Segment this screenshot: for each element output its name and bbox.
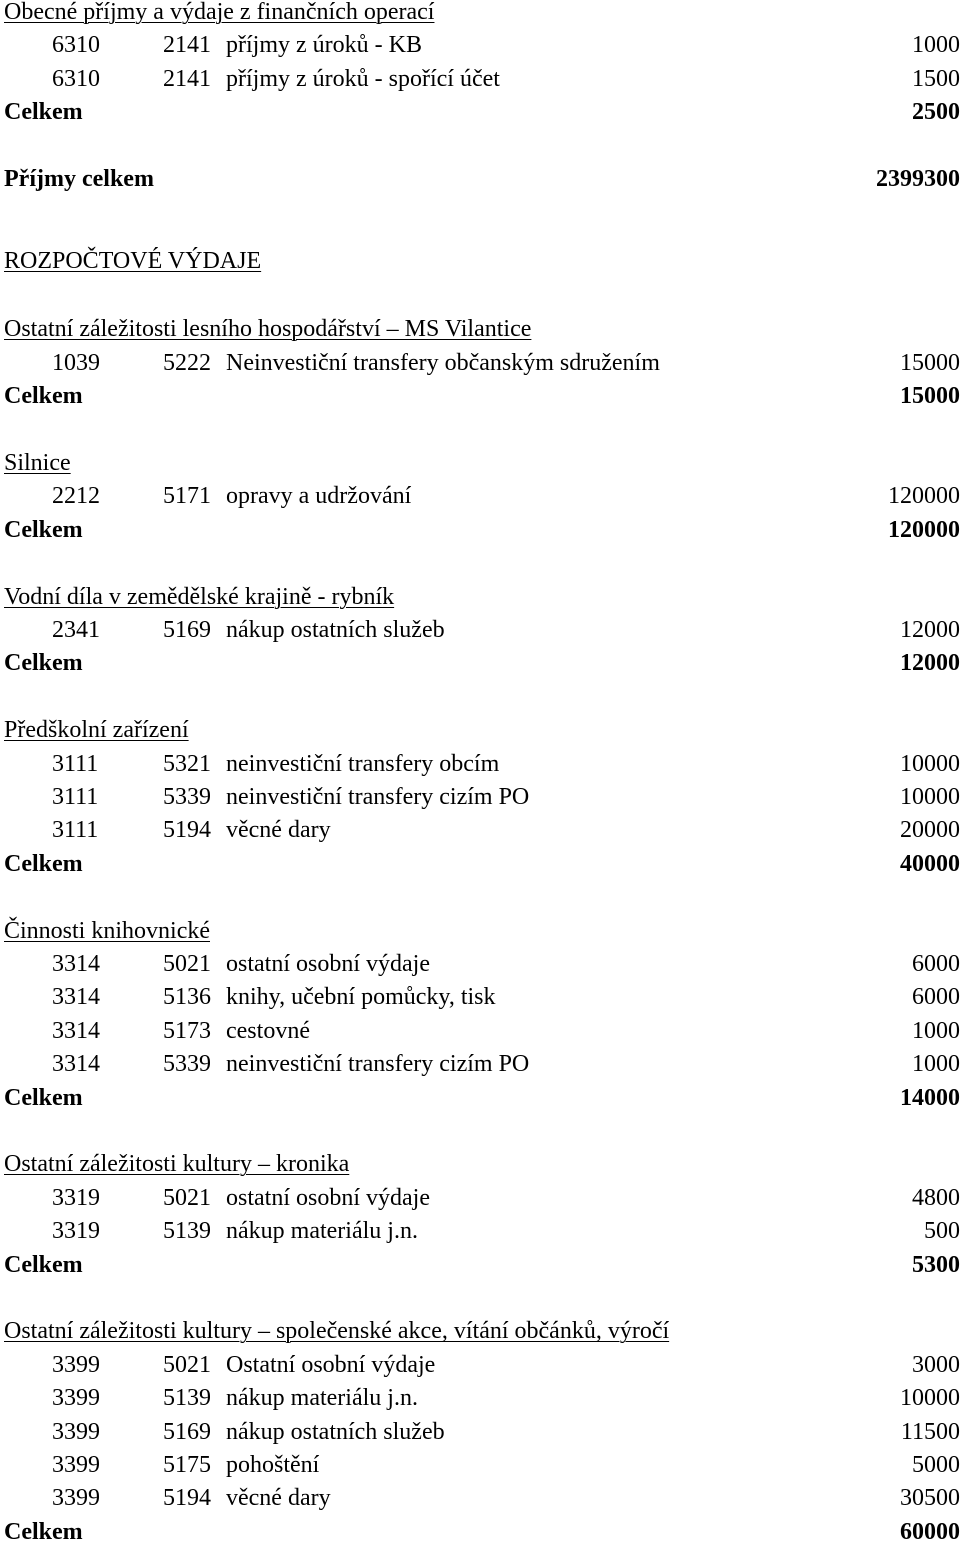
item-amount: 120000 [888,483,960,510]
line-item-row [0,1482,960,1515]
section-heading-row [0,581,960,614]
paragraph-code: 3399 [52,1485,100,1512]
paragraph-code: 3399 [52,1351,100,1378]
item-code: 5194 [163,1485,211,1512]
paragraph-code: 2341 [52,616,100,643]
item-description: knihy, učební pomůcky, tisk [226,984,496,1011]
section-total-row [0,514,960,547]
paragraph-code: 2212 [52,483,100,510]
item-description: neinvestiční transfery cizím PO [226,783,530,810]
item-code: 2141 [163,32,211,59]
item-description: pohoštění [226,1451,320,1478]
item-description: nákup materiálu j.n. [226,1218,418,1245]
item-description: nákup ostatních služeb [226,1418,445,1445]
section-heading: Vodní díla v zemědělské krajině - rybník [4,583,395,610]
item-amount: 6000 [912,984,960,1011]
item-description: neinvestiční transfery obcím [226,750,500,777]
line-item-row [0,1048,960,1081]
line-item-row [0,1382,960,1415]
item-code: 5173 [163,1017,211,1044]
section-heading: Obecné příjmy a výdaje z finančních operací [4,0,435,25]
item-amount: 10000 [900,1385,960,1412]
section-heading-row [0,0,960,29]
section-total-row [0,1082,960,1115]
line-item-row [0,1349,960,1382]
item-amount: 1000 [912,1017,960,1044]
item-description: Ostatní osobní výdaje [226,1351,436,1378]
line-item-row [0,1215,960,1248]
section-heading: Činnosti knihovnické [4,917,210,944]
section-total-row [0,380,960,413]
item-code: 5175 [163,1451,211,1478]
total-label: Celkem [4,1251,83,1278]
line-item-row [0,614,960,647]
section-heading: Silnice [4,449,71,476]
item-amount: 1000 [912,32,960,59]
item-amount: 6000 [912,950,960,977]
line-item-row [0,63,960,96]
item-description: příjmy z úroků - KB [226,32,422,59]
item-description: věcné dary [226,1485,331,1512]
section-total-row [0,96,960,129]
item-amount: 10000 [900,750,960,777]
item-code: 5021 [163,1351,211,1378]
paragraph-code: 6310 [52,65,100,92]
paragraph-code: 3319 [52,1218,100,1245]
line-item-row [0,29,960,62]
item-code: 5136 [163,984,211,1011]
item-code: 5171 [163,483,211,510]
line-item-row [0,981,960,1014]
section-heading: Ostatní záležitosti kultury – společenské akce, vítání občánků, výročí [4,1318,670,1345]
paragraph-code: 3319 [52,1184,100,1211]
item-code: 5194 [163,817,211,844]
total-label: Celkem [4,1518,83,1545]
paragraph-code: 3314 [52,1051,100,1078]
line-item-row [0,1015,960,1048]
item-code: 5021 [163,1184,211,1211]
section-heading-row [0,714,960,747]
item-amount: 500 [924,1218,960,1245]
item-amount: 1000 [912,1051,960,1078]
paragraph-code: 3111 [52,750,99,777]
item-description: nákup materiálu j.n. [226,1385,418,1412]
paragraph-code: 6310 [52,32,100,59]
income-total-amount: 2399300 [876,166,960,192]
section-heading-row [0,1148,960,1181]
total-label: Celkem [4,650,83,677]
item-amount: 11500 [900,1418,960,1445]
item-description: opravy a udržování [226,483,412,510]
line-item-row [0,1182,960,1215]
line-item-row [0,480,960,513]
total-amount: 40000 [900,850,960,877]
line-item-row [0,748,960,781]
item-code: 5321 [163,750,211,777]
paragraph-code: 3111 [52,783,99,810]
section-total-row [0,848,960,881]
paragraph-code: 3399 [52,1451,100,1478]
item-description: věcné dary [226,817,331,844]
total-label: Celkem [4,99,83,126]
section-total-row [0,1249,960,1282]
line-item-row [0,347,960,380]
total-label: Celkem [4,516,83,543]
item-code: 5139 [163,1218,211,1245]
section-heading: Předškolní zařízení [4,717,189,744]
line-item-row [0,948,960,981]
item-amount: 1500 [912,65,960,92]
total-amount: 60000 [900,1518,960,1545]
item-code: 5169 [163,1418,211,1445]
total-amount: 12000 [900,650,960,677]
paragraph-code: 3111 [52,817,99,844]
item-code: 2141 [163,65,211,92]
item-amount: 5000 [912,1451,960,1478]
item-amount: 20000 [900,817,960,844]
line-item-row [0,814,960,847]
item-code: 5339 [163,1051,211,1078]
item-code: 5021 [163,950,211,977]
section-heading: ROZPOČTOVÉ VÝDAJE [4,247,262,274]
item-description: příjmy z úroků - spořící účet [226,65,500,92]
total-amount: 120000 [888,516,960,543]
item-amount: 15000 [900,349,960,376]
income-total-label: Příjmy celkem [4,166,154,192]
item-code: 5222 [163,349,211,376]
section-heading-row [0,313,960,346]
total-label: Celkem [4,850,83,877]
item-description: Neinvestiční transfery občanským sdružením [226,349,660,376]
total-label: Celkem [4,383,83,410]
line-item-row [0,781,960,814]
paragraph-code: 3399 [52,1418,100,1445]
paragraph-code: 3314 [52,984,100,1011]
section-heading-row [0,1315,960,1348]
paragraph-code: 3399 [52,1385,100,1412]
total-amount: 2500 [912,99,960,126]
item-description: ostatní osobní výdaje [226,950,430,977]
section-heading: Ostatní záležitosti lesního hospodářství – MS Vilantice [4,316,532,343]
item-description: cestovné [226,1017,310,1044]
item-description: neinvestiční transfery cizím PO [226,1051,530,1078]
item-code: 5339 [163,783,211,810]
item-code: 5139 [163,1385,211,1412]
total-amount: 5300 [912,1251,960,1278]
paragraph-code: 3314 [52,1017,100,1044]
total-label: Celkem [4,1084,83,1111]
section-heading-row [0,915,960,948]
line-item-row [0,1449,960,1482]
total-amount: 15000 [900,383,960,410]
item-code: 5169 [163,616,211,643]
item-amount: 4800 [912,1184,960,1211]
item-amount: 12000 [900,616,960,643]
section-heading-row [0,245,960,278]
item-amount: 3000 [912,1351,960,1378]
section-total-row [0,1516,960,1549]
line-item-row [0,1416,960,1449]
paragraph-code: 3314 [52,950,100,977]
item-description: ostatní osobní výdaje [226,1184,430,1211]
total-amount: 14000 [900,1084,960,1111]
section-heading: Ostatní záležitosti kultury – kronika [4,1151,350,1178]
income-grand-total-row [0,163,960,196]
section-total-row [0,647,960,680]
item-amount: 30500 [900,1485,960,1512]
item-amount: 10000 [900,783,960,810]
item-description: nákup ostatních služeb [226,616,445,643]
section-heading-row [0,447,960,480]
paragraph-code: 1039 [52,349,100,376]
